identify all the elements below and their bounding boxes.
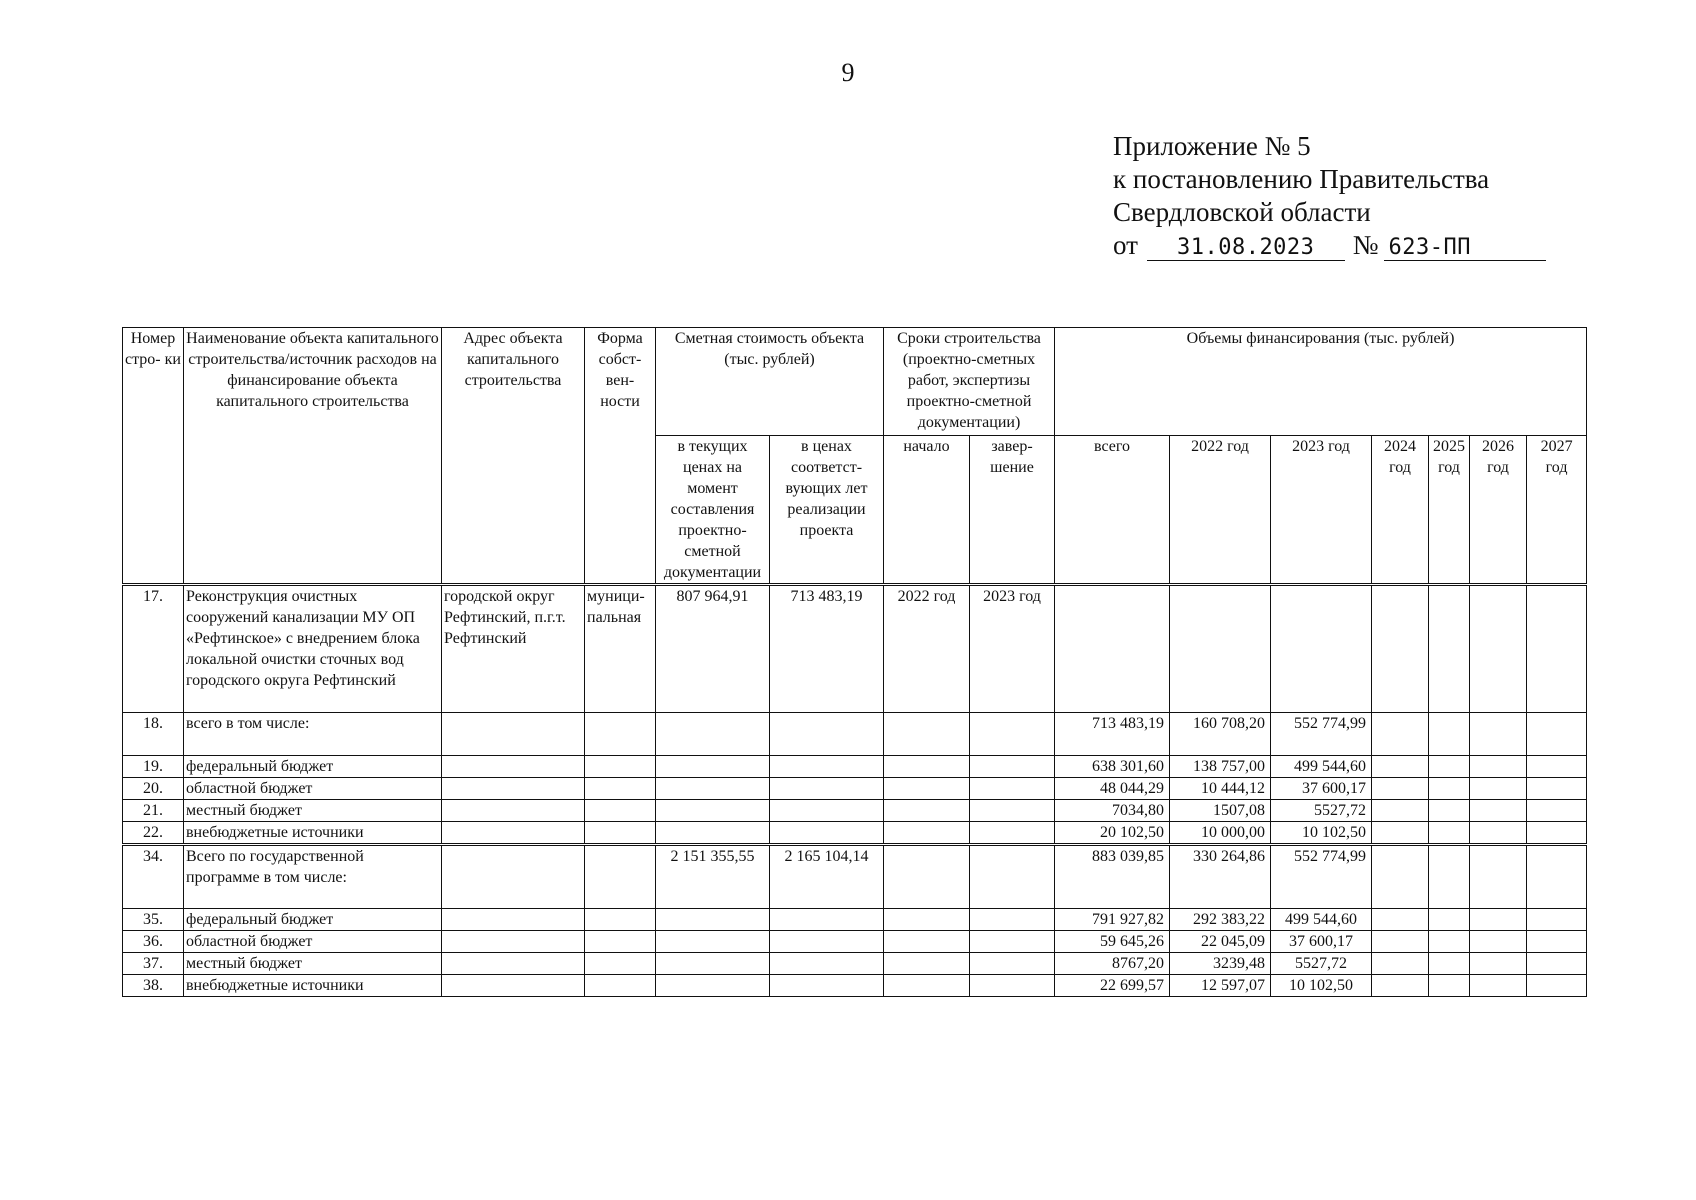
- funding-total: [1055, 585, 1170, 713]
- table-row: [123, 845, 1587, 909]
- funding-2022: [1170, 585, 1271, 713]
- header-total: всего: [1055, 436, 1170, 585]
- source-name: местный бюджет: [184, 953, 442, 975]
- end-year: 2023 год: [970, 585, 1055, 713]
- funding-2023: 37 600,17: [1271, 931, 1372, 953]
- row-number: 36.: [123, 931, 184, 953]
- header-funding: Объемы финансирования (тыс. рублей): [1055, 328, 1587, 436]
- header-estimate-current: в текущих ценах на момент составления проектно- сметной документации: [656, 436, 770, 585]
- table-row: [123, 909, 1587, 931]
- ownership-form: муници- пальная: [585, 585, 656, 713]
- appendix-line-decree: к постановлению Правительства: [1113, 164, 1490, 194]
- funding-2022: 138 757,00: [1170, 756, 1271, 778]
- header-row-number: Номер стро- ки: [123, 328, 184, 585]
- funding-total: 7034,80: [1055, 800, 1170, 822]
- header-year-2025: 2025 год: [1429, 436, 1470, 585]
- table-row: [123, 822, 1587, 845]
- source-name: областной бюджет: [184, 778, 442, 800]
- funding-2022: 10 444,12: [1170, 778, 1271, 800]
- source-name: местный бюджет: [184, 800, 442, 822]
- estimate-current: 807 964,91: [656, 585, 770, 713]
- source-name: федеральный бюджет: [184, 909, 442, 931]
- table-row: [123, 756, 1587, 778]
- funding-2023: 5527,72: [1271, 953, 1372, 975]
- row-number: 34.: [123, 845, 184, 909]
- funding-2023: 37 600,17: [1271, 778, 1372, 800]
- row-number: 18.: [123, 713, 184, 756]
- funding-total: 883 039,85: [1055, 845, 1170, 909]
- appendix-date-line: [1113, 229, 1546, 262]
- row-number: 21.: [123, 800, 184, 822]
- funding-2023: 10 102,50: [1271, 975, 1372, 997]
- row-number: 35.: [123, 909, 184, 931]
- header-year-2022: 2022 год: [1170, 436, 1271, 585]
- source-name: внебюджетные источники: [184, 975, 442, 997]
- appendix-title: Приложение № 5: [1113, 131, 1311, 161]
- funding-2022: 160 708,20: [1170, 713, 1271, 756]
- funding-2022: 12 597,07: [1170, 975, 1271, 997]
- object-address: городской округ Рефтинский, п.г.т. Рефтинский: [442, 585, 585, 713]
- header-end: завер- шение: [970, 436, 1055, 585]
- source-name: Всего по государственной программе в том числе:: [184, 845, 442, 909]
- estimate-current: 2 151 355,55: [656, 845, 770, 909]
- from-label: от: [1113, 230, 1138, 260]
- funding-2027: [1527, 585, 1587, 713]
- funding-2023: [1271, 585, 1372, 713]
- page-number: 9: [841, 58, 855, 87]
- funding-2023: 552 774,99: [1271, 845, 1372, 909]
- object-name: Реконструкция очистных сооружений канализации МУ ОП «Рефтинское» с внедрением блока локальной очистки сточных вод городского округа Рефтинский: [184, 585, 442, 713]
- funding-2023: 10 102,50: [1271, 822, 1372, 845]
- header-terms: Сроки строительства (проектно-сметных работ, экспертизы проектно-сметной документации): [884, 328, 1055, 436]
- funding-2024: [1372, 585, 1429, 713]
- header-estimate: Сметная стоимость объекта (тыс. рублей): [656, 328, 884, 436]
- row-number: 38.: [123, 975, 184, 997]
- header-year-2023: 2023 год: [1271, 436, 1372, 585]
- funding-2022: 292 383,22: [1170, 909, 1271, 931]
- appendix-line-region: Свердловской области: [1113, 197, 1371, 227]
- header-start: начало: [884, 436, 970, 585]
- funding-2023: 499 544,60: [1271, 756, 1372, 778]
- funding-2022: 330 264,86: [1170, 845, 1271, 909]
- header-object-name: Наименование объекта капитального строительства/источник расходов на финансирование объекта капитального строительства: [184, 328, 442, 585]
- funding-2022: 10 000,00: [1170, 822, 1271, 845]
- funding-2025: [1429, 585, 1470, 713]
- appendix-header: [1113, 130, 1546, 262]
- source-name: федеральный бюджет: [184, 756, 442, 778]
- table-row: [123, 713, 1587, 756]
- table-row: [123, 931, 1587, 953]
- funding-2022: 22 045,09: [1170, 931, 1271, 953]
- number-label: №: [1352, 230, 1379, 260]
- row-number: 20.: [123, 778, 184, 800]
- funding-2022: 1507,08: [1170, 800, 1271, 822]
- header-address: Адрес объекта капитального строительства: [442, 328, 585, 585]
- decree-number: 623-ПП: [1384, 236, 1546, 261]
- funding-total: 8767,20: [1055, 953, 1170, 975]
- header-year-2024: 2024 год: [1372, 436, 1429, 585]
- table-row: [123, 778, 1587, 800]
- funding-total: 22 699,57: [1055, 975, 1170, 997]
- funding-total: 20 102,50: [1055, 822, 1170, 845]
- header-year-2027: 2027 год: [1527, 436, 1587, 585]
- funding-total: 791 927,82: [1055, 909, 1170, 931]
- funding-total: 48 044,29: [1055, 778, 1170, 800]
- header-year-2026: 2026 год: [1470, 436, 1527, 585]
- row-number: 37.: [123, 953, 184, 975]
- row-number: 22.: [123, 822, 184, 845]
- table-row: [123, 975, 1587, 997]
- funding-2023: 552 774,99: [1271, 713, 1372, 756]
- start-year: 2022 год: [884, 585, 970, 713]
- funding-2022: 3239,48: [1170, 953, 1271, 975]
- financing-table: [122, 327, 1587, 997]
- source-name: областной бюджет: [184, 931, 442, 953]
- funding-total: 713 483,19: [1055, 713, 1170, 756]
- header-estimate-years: в ценах соответст- вующих лет реализации проекта: [770, 436, 884, 585]
- funding-total: 59 645,26: [1055, 931, 1170, 953]
- estimate-years: 2 165 104,14: [770, 845, 884, 909]
- source-name: всего в том числе:: [184, 713, 442, 756]
- header-ownership: Форма собст- вен- ности: [585, 328, 656, 585]
- decree-date: 31.08.2023: [1147, 236, 1345, 261]
- funding-2023: 499 544,60: [1271, 909, 1372, 931]
- funding-2026: [1470, 585, 1527, 713]
- source-name: внебюджетные источники: [184, 822, 442, 845]
- funding-total: 638 301,60: [1055, 756, 1170, 778]
- funding-2023: 5527,72: [1271, 800, 1372, 822]
- estimate-years: 713 483,19: [770, 585, 884, 713]
- row-number: 17.: [123, 585, 184, 713]
- table-row: [123, 953, 1587, 975]
- table-row: [123, 800, 1587, 822]
- table-row: [123, 585, 1587, 713]
- row-number: 19.: [123, 756, 184, 778]
